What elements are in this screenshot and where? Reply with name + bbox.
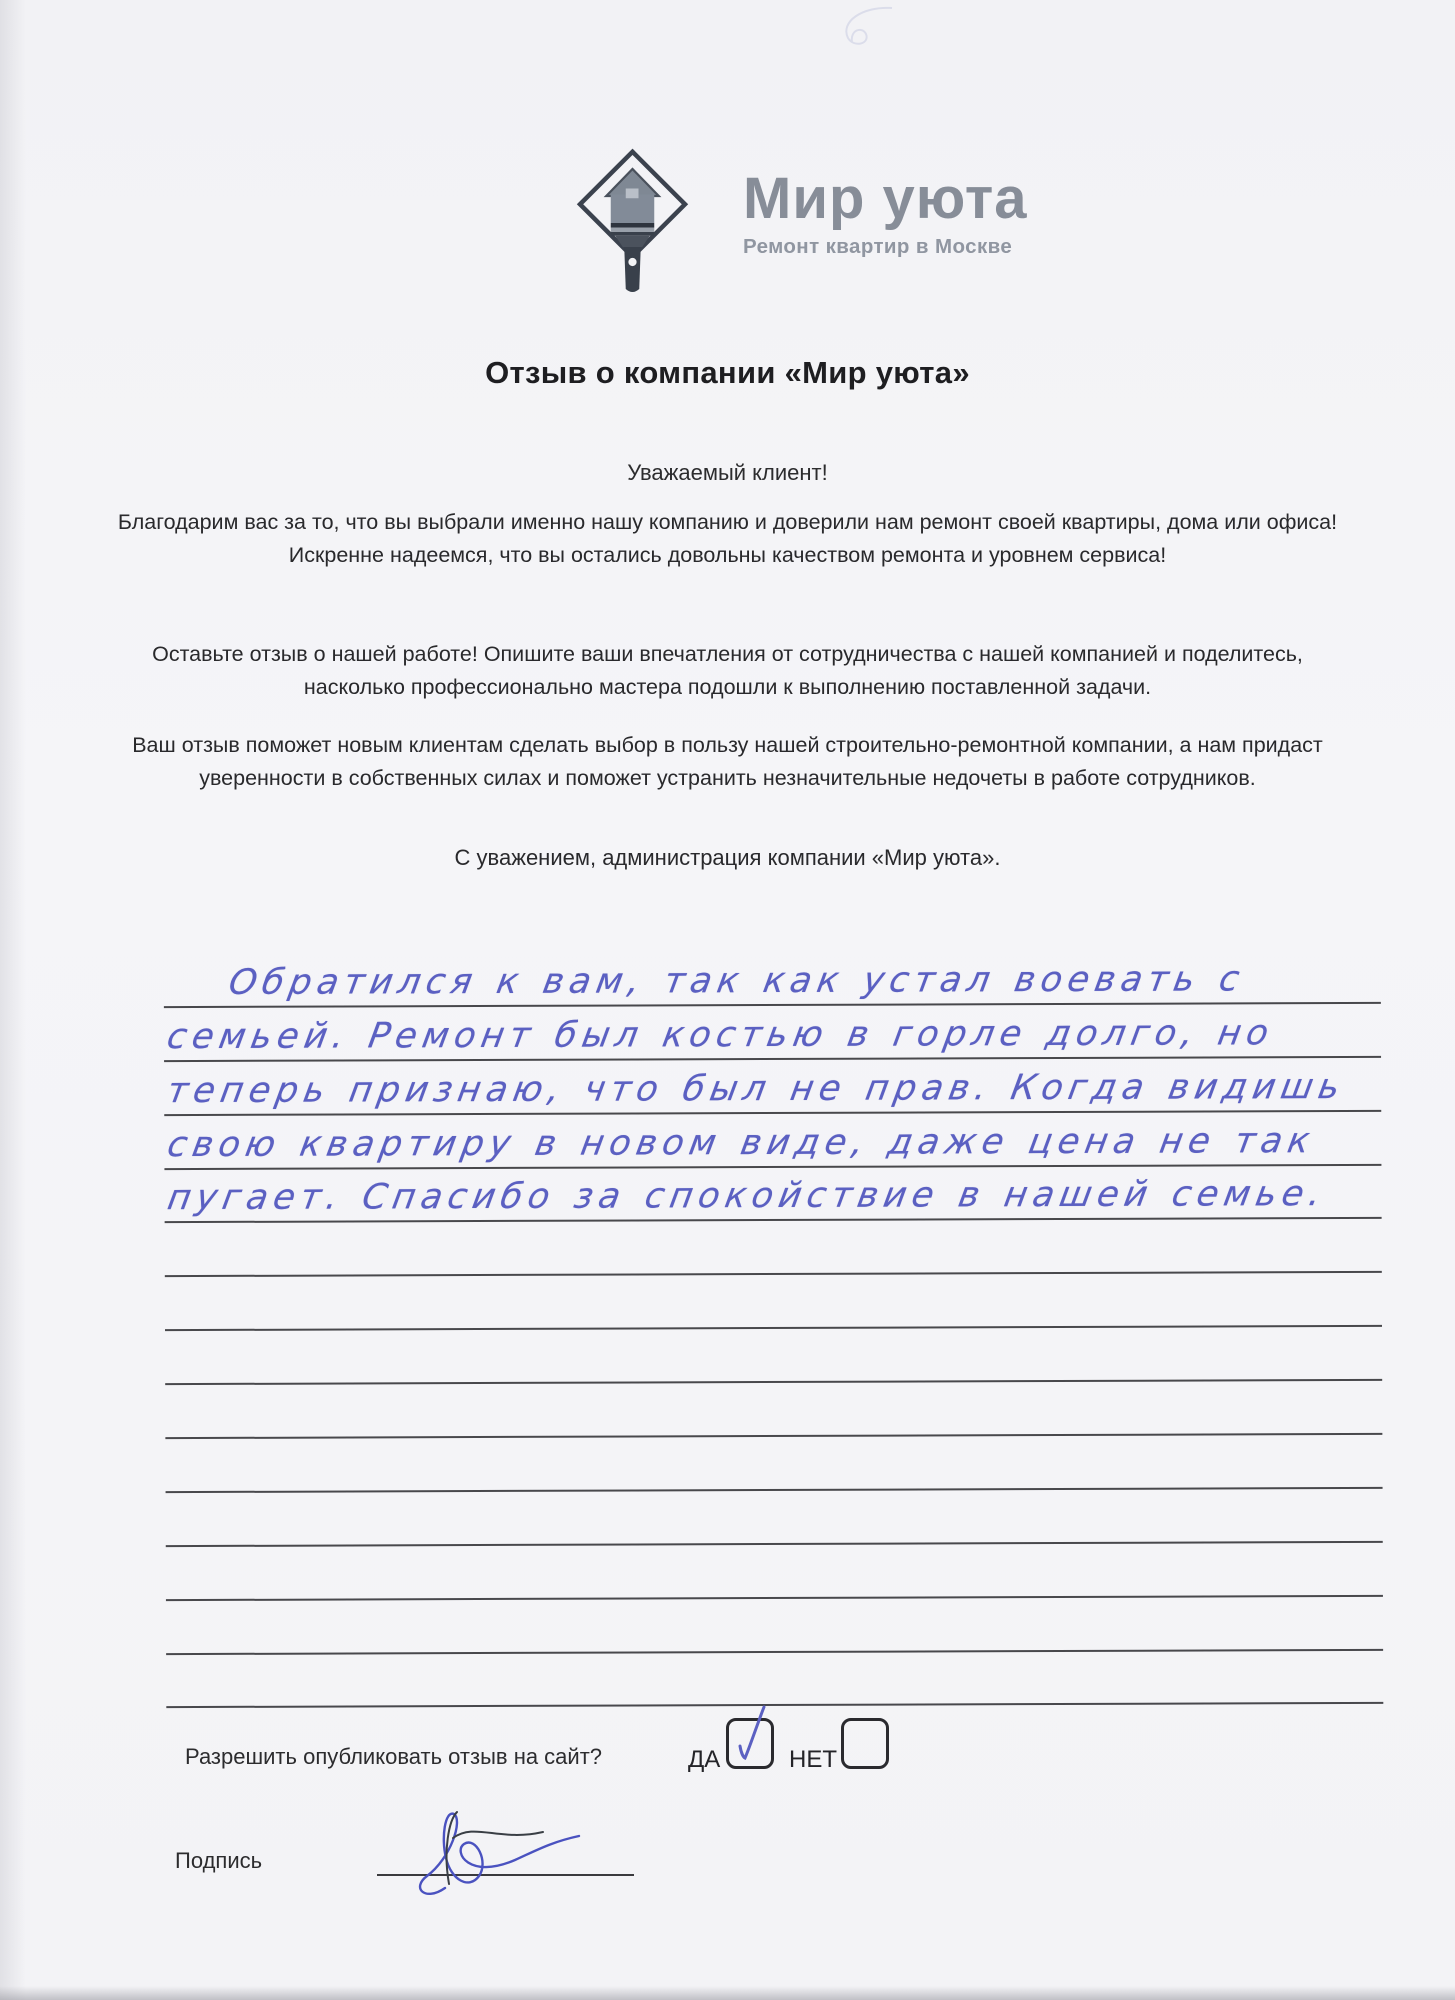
review-line — [166, 1543, 1383, 1601]
logo-text-block — [743, 166, 1028, 259]
benefit-paragraph: Ваш отзыв поможет новым клиентам сделать выбор в пользу нашей строительно-ремонтной компании, а нам придаст уверенности в собственных силах и поможет устранить незначительные недочеты в работе сотрудников. — [132, 733, 1323, 790]
review-line — [164, 1112, 1381, 1170]
paintbrush-house-diamond-icon — [560, 148, 705, 298]
no-checkbox-empty — [841, 1718, 889, 1769]
review-line — [164, 1058, 1381, 1116]
intro-paragraph: Благодарим вас за то, что вы выбрали именно нашу компанию и доверили нам ремонт своей квартиры, дома или офиса! Искренне надеемся, что вы остались довольны качеством ремонта и уровнем сервиса! — [117, 510, 1338, 567]
signature-label: Подпись — [175, 1848, 263, 1873]
review-line — [166, 1650, 1383, 1708]
company-tagline: Ремонт квартир в Москве — [743, 235, 1013, 258]
pen-mark-artifact — [822, 4, 912, 64]
review-line — [164, 950, 1381, 1008]
signature-scribble — [383, 1806, 593, 1906]
publish-question: Разрешить опубликовать отзыв на сайт? — [185, 1744, 603, 1769]
review-line — [166, 1597, 1383, 1655]
review-line — [165, 1273, 1382, 1331]
checkmark-icon — [729, 1721, 771, 1766]
handwritten-text: Обратился к вам, так как устал воевать с — [225, 959, 1248, 1003]
review-line — [165, 1219, 1382, 1277]
no-label: НЕТ — [789, 1746, 837, 1773]
handwritten-text: теперь признаю, что был не прав. Когда видишь — [164, 1066, 1349, 1111]
closing-line: С уважением, администрация компании «Мир уюта». — [454, 845, 1001, 870]
yes-checkbox-checked — [726, 1718, 774, 1769]
request-paragraph: Оставьте отзыв о нашей работе! Опишите ваши впечатления от сотрудничества с нашей компанией и поделитесь, насколько профессионально мастера подошли к выполнению поставленной задачи. — [152, 642, 1303, 699]
review-line — [164, 1165, 1381, 1223]
review-line — [165, 1381, 1382, 1439]
page-title: Отзыв о компании «Мир уюта» — [485, 355, 970, 390]
greeting-line: Уважаемый клиент! — [627, 460, 828, 485]
company-logo — [560, 148, 1028, 298]
publish-consent-row — [165, 1718, 1382, 1788]
review-line — [165, 1435, 1382, 1493]
yes-label: ДА — [688, 1746, 721, 1773]
review-line — [164, 1004, 1381, 1062]
review-line — [166, 1489, 1383, 1547]
company-name: Мир уюта — [743, 166, 1028, 231]
scan-edge-shadow — [0, 0, 26, 2000]
review-line — [165, 1327, 1382, 1385]
handwritten-text: свою квартиру в новом виде, даже цена не так — [164, 1120, 1318, 1165]
handwritten-text: пугает. Спасибо за спокойствие в нашей семье. — [164, 1174, 1330, 1219]
review-writing-area — [164, 950, 1384, 1709]
handwritten-text: семьей. Ремонт был костью в горле долго, но — [164, 1013, 1277, 1057]
